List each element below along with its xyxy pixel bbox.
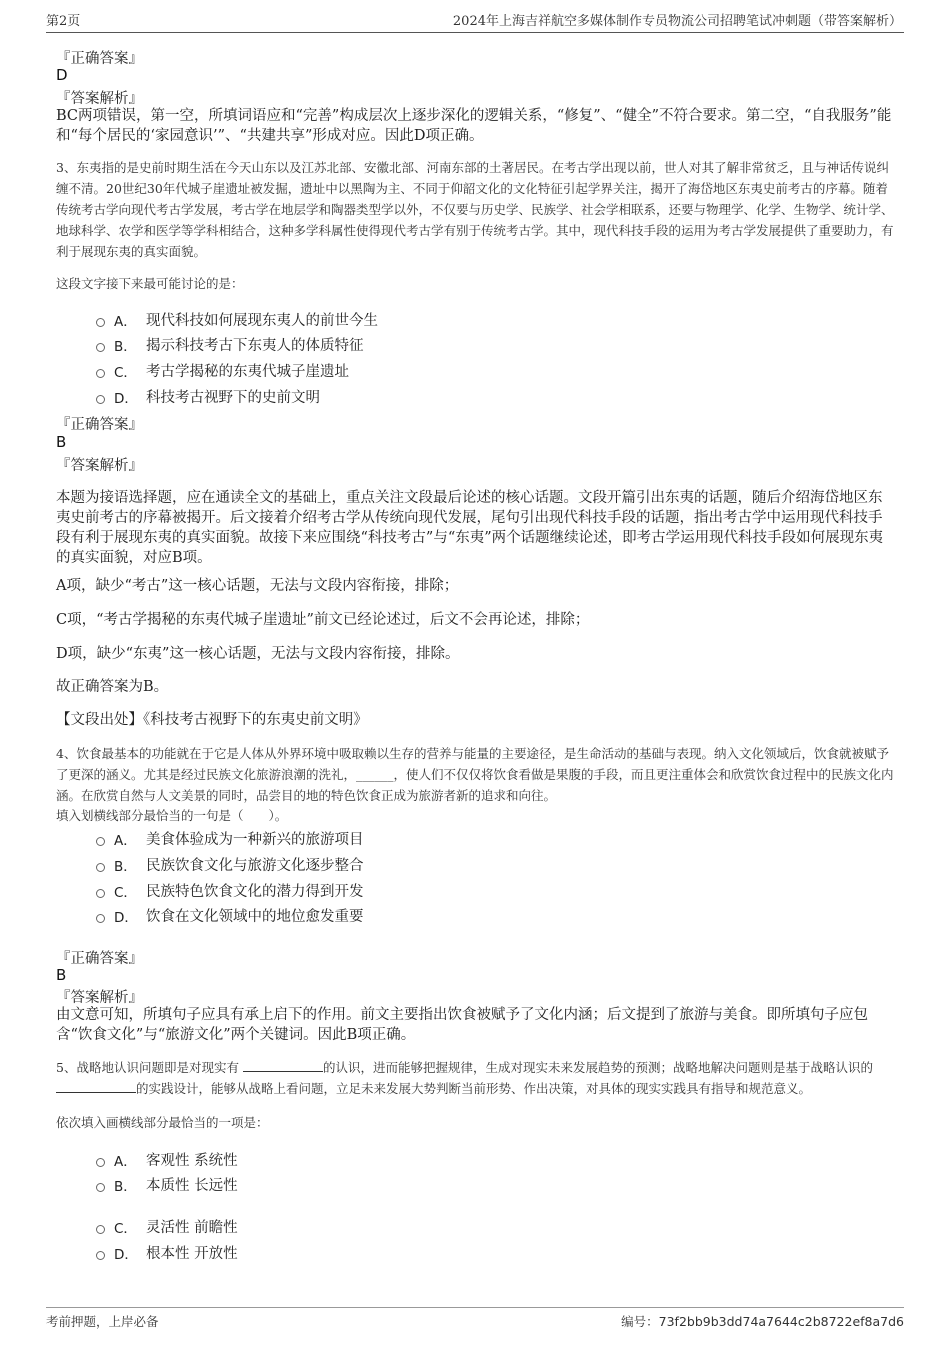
q4-option-c[interactable]: [96, 880, 364, 901]
option-text: 现代科技如何展现东夷人的前世今生: [146, 313, 378, 329]
option-letter: B．: [114, 338, 137, 355]
q3-analysis-a: A项，缺少“考古”这一核心话题，无法与文段内容衔接，排除；: [56, 578, 459, 594]
option-text: 民族饮食文化与旅游文化逐步整合: [146, 858, 364, 874]
radio-icon[interactable]: [96, 1183, 105, 1192]
option-letter: B．: [114, 1178, 137, 1195]
q3-answer: B: [56, 433, 67, 451]
q3-analysis-c: C项，“考古学揭秘的东夷代城子崖遗址”前文已经论述过，后文不会再论述，排除；: [56, 612, 590, 628]
option-text: 灵活性 前瞻性: [146, 1220, 238, 1236]
q3-option-a[interactable]: [96, 309, 378, 330]
q2-analysis: BC两项错误，第一空，所填词语应和“完善”构成层次上逐步深化的逻辑关系，“修复”、“健全”不符合要求。第二空，“自我服务”能和“每个居民的‘家园意识’”、“共建共享”形成对应。因此D项正确。: [56, 108, 892, 144]
q4-analysis-label: 『答案解析』: [56, 990, 143, 1006]
q2-answer: D: [56, 66, 68, 84]
q5-prompt: 依次填入画横线部分最恰当的一项是：: [56, 1115, 269, 1130]
blank-line-2: [56, 1080, 136, 1093]
radio-icon[interactable]: [96, 1158, 105, 1167]
option-letter: B．: [114, 858, 137, 875]
q5-stem-part2: 的认识，进而能够把握规律，生成对现实未来发展趋势的预测；战略地解决问题则是基于战略认识的: [322, 1060, 873, 1075]
q3-source: 【文段出处】《科技考古视野下的东夷史前文明》: [56, 712, 368, 728]
footer-slogan: 考前押题，上岸必备: [46, 1314, 159, 1329]
option-letter: C．: [114, 884, 137, 901]
q3-stem: 3、东夷指的是史前时期生活在今天山东以及江苏北部、安徽北部、河南东部的土著居民。在考古学出现以前，世人对其了解非常贫乏，且与神话传说纠缠不清。20世纪30年代城子崖遗址被发掘，遗址中以黑陶为主、不同于仰韶文化的文化特征引起学界关注，揭开了海岱地区东夷史前考古的序幕。随着传统考古学向现代考古学发展，考古学在地层学和陶器类型学以外，不仅要与历史学、民族学、社会学相联系，还要与物理学、化学、生物学、统计学、地球科学、农学和医学等学科相结合，这种多学科属性使得现代考古学有别于传统考古学。其中，现代科技手段的运用为考古学发展提供了重要助力，有利于展现东夷的真实面貌。: [56, 160, 894, 259]
q3-option-b[interactable]: [96, 334, 364, 355]
radio-icon[interactable]: [96, 318, 105, 327]
radio-icon[interactable]: [96, 914, 105, 923]
footer-rule: [46, 1307, 904, 1308]
option-text: 科技考古视野下的史前文明: [146, 390, 320, 406]
radio-icon[interactable]: [96, 1225, 105, 1234]
radio-icon[interactable]: [96, 889, 105, 898]
option-text: 客观性 系统性: [146, 1153, 238, 1169]
option-letter: A．: [114, 1153, 137, 1170]
q5-option-d[interactable]: [96, 1242, 238, 1263]
radio-icon[interactable]: [96, 369, 105, 378]
q4-stem: 4、饮食最基本的功能就在于它是人体从外界环境中吸取赖以生存的营养与能量的主要途径，是生命活动的基础与表现。纳入文化领域后，饮食就被赋予了更深的涵义。尤其是经过民族文化旅游浪潮的洗礼，______，使人们不仅仅将饮食看做是果腹的手段，而且更注重体会和欣赏饮食过程中的民族文化内涵。在欣赏自然与人文美景的同时，品尝目的地的特色饮食正成为旅游者新的追求和向往。: [56, 746, 894, 803]
q2-analysis-label: 『答案解析』: [56, 91, 143, 107]
q3-prompt: 这段文字接下来最可能讨论的是：: [56, 276, 244, 291]
q4-option-a[interactable]: [96, 828, 364, 849]
option-text: 饮食在文化领域中的地位愈发重要: [146, 909, 364, 925]
blank-line-1: [243, 1059, 323, 1072]
q4-option-d[interactable]: [96, 905, 364, 926]
option-text: 揭示科技考古下东夷人的体质特征: [146, 338, 364, 354]
q4-answer-label: 『正确答案』: [56, 951, 143, 967]
q3-analysis-d: D项，缺少“东夷”这一核心话题，无法与文段内容衔接，排除。: [56, 646, 460, 662]
q5-option-a[interactable]: [96, 1149, 238, 1170]
q5-stem-part3: 的实践设计，能够从战略上看问题，立足未来发展大势判断当前形势、作出决策，对具体的现实实践具有指导和规范意义。: [136, 1081, 812, 1096]
option-text: 民族特色饮食文化的潜力得到开发: [146, 884, 364, 900]
q4-option-b[interactable]: [96, 854, 364, 875]
q3-analysis-label: 『答案解析』: [56, 458, 143, 474]
q3-analysis-main: 本题为接语选择题，应在通读全文的基础上，重点关注文段最后论述的核心话题。文段开篇引出东夷的话题，随后介绍海岱地区东夷史前考古的序幕被揭开。后文接着介绍考古学从传统向现代发展，尾句引出现代科技手段的话题，指出考古学中运用现代科技手段有利于展现东夷的真实面貌。故接下来应围绕“科技考古”与“东夷”两个话题继续论述，即考古学运用现代科技手段如何展现东夷的真实面貌，对应B项。: [56, 490, 884, 566]
q4-analysis: 由文意可知，所填句子应具有承上启下的作用。前文主要指出饮食被赋予了文化内涵；后文提到了旅游与美食。即所填句子应包含“饮食文化”与“旅游文化”两个关键词。因此B项正确。: [56, 1007, 868, 1043]
option-text: 根本性 开放性: [146, 1246, 238, 1262]
q3-conclusion: 故正确答案为B。: [56, 679, 169, 695]
radio-icon[interactable]: [96, 395, 105, 404]
option-letter: D．: [114, 909, 138, 926]
header-rule: [46, 32, 904, 33]
radio-icon[interactable]: [96, 837, 105, 846]
q5-option-b[interactable]: [96, 1174, 238, 1195]
q4-answer: B: [56, 966, 67, 984]
radio-icon[interactable]: [96, 863, 105, 872]
document-title: 2024年上海吉祥航空多媒体制作专员物流公司招聘笔试冲刺题（带答案解析）: [452, 14, 902, 29]
option-text: 考古学揭秘的东夷代城子崖遗址: [146, 364, 349, 380]
option-letter: A．: [114, 832, 137, 849]
q5-stem: [56, 1057, 896, 1099]
option-letter: D．: [114, 390, 138, 407]
q2-answer-label: 『正确答案』: [56, 51, 143, 67]
radio-icon[interactable]: [96, 343, 105, 352]
option-text: 美食体验成为一种新兴的旅游项目: [146, 832, 364, 848]
option-letter: C．: [114, 364, 137, 381]
q3-option-c[interactable]: [96, 360, 349, 381]
q3-answer-label: 『正确答案』: [56, 417, 143, 433]
page-number: 第2页: [46, 14, 81, 29]
option-letter: A．: [114, 313, 137, 330]
document-id: 编号：73f2bb9b3dd74a7644c2b8722ef8a7d6: [621, 1314, 904, 1329]
option-letter: D．: [114, 1246, 138, 1263]
radio-icon[interactable]: [96, 1251, 105, 1260]
q4-prompt: 填入划横线部分最恰当的一句是（ ）。: [56, 808, 288, 823]
q3-option-d[interactable]: [96, 386, 320, 407]
option-text: 本质性 长远性: [146, 1178, 238, 1194]
option-letter: C．: [114, 1220, 137, 1237]
q5-option-c[interactable]: [96, 1216, 238, 1237]
q5-stem-part1: 5、战略地认识问题即是对现实有: [56, 1060, 239, 1075]
